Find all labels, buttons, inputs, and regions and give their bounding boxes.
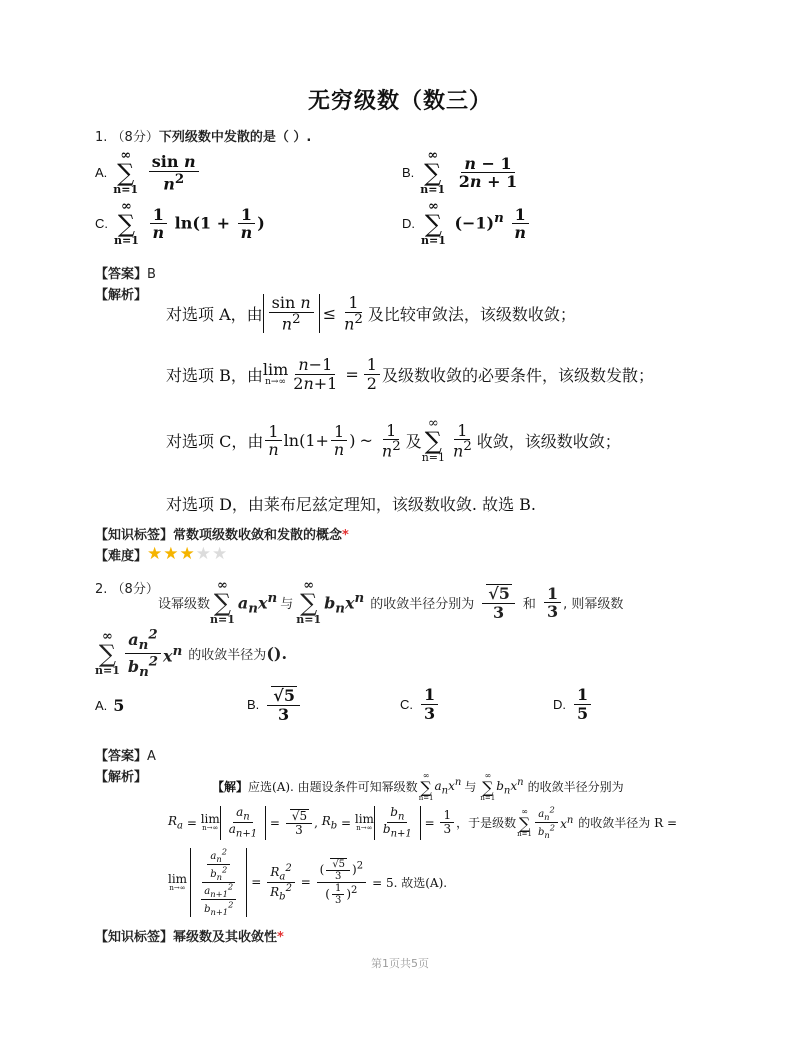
q2-option-c[interactable] [400,686,440,722]
q1-answer [95,263,156,282]
page-footer: 第1页共5页 [371,957,429,970]
star-filled-icon: ★ [147,544,164,564]
q1-option-c-formula: ∞ ∑ n=1 $\frac{1}{n}$ ln(1 + $\frac{1}{n}$ ) [114,199,265,248]
q2-knowledge-tag: 【知识标签】 [95,930,174,945]
required-asterisk: * [277,930,284,945]
q1-analysis-a-abs: $\frac{\text{sin n}}{n^2}$ [263,294,320,333]
q1-analysis-c-pre: 对选项 C，由 [166,432,264,452]
q2-option-b-value: $\frac{√5}{3}$ [267,686,300,723]
star-empty-icon: ★ [195,544,213,564]
q2-analysis-jie: 【解】 [212,780,249,795]
q2-analysis-line2-mid: ，于是级数 [456,816,517,831]
q2-option-b[interactable] [247,686,302,723]
q1-analysis-b-post: 及级数收敛的必要条件，该级数发散； [381,365,654,385]
q2-stem-3: 的收敛半径分别为 [370,597,475,613]
q2-analysis-line1-mid: 与 [464,780,477,795]
q1-option-c[interactable] [95,201,265,247]
q2-header [95,578,159,597]
q2-number: 2. [95,582,108,597]
q2-knowledge [95,926,284,945]
q2-points: （8分） [111,582,159,597]
q2-option-a-label: A. [95,698,108,713]
required-asterisk: * [342,528,349,543]
q2-stem-6: 的收敛半径为 [188,648,267,664]
q2-option-c-value: $\frac{1}{3}$ [421,686,438,722]
q2-stem-line1: 设幂级数 ∞ ∑ n=1 $a_nx^n$ 与 ∞ ∑ n=1 $b_nx^n$ 的收敛半径分别为 $\frac{√5}{3}$ 和 $\frac{1}{3}$ , 则幂级数 [158,578,624,627]
q2-analysis-line1-pre: 应选(A). 由题设条件可知幂级数 [248,780,418,795]
q2-analysis-line1: 【解】 应选(A). 由题设条件可知幂级数 ∞ ∑ n=1 $a_nx^n$ 与 ∞ ∑ n=1 $b_nx^n$ 的收敛半径分别为 [212,771,624,802]
q2-stem-4: 和 [522,597,536,613]
q2-analysis-line2-post: 的收敛半径为 R = [578,816,678,831]
q2-analysis-line3-post: = 5. 故选(A). [372,875,448,890]
q2-stem-7: (). [266,644,288,664]
q1-analysis-a-pre: 对选项 A，由 [166,304,263,324]
q1-analysis-c-post: 收敛，该级数收敛； [476,432,621,452]
q1-analysis-c-mid: 及 [405,432,422,452]
q2-option-a[interactable] [95,696,124,715]
q2-answer [95,745,156,764]
q2-option-a-value: 5 [113,696,125,715]
q2-option-d-label: D. [553,696,566,712]
q1-analysis-a-post: 及比较审敛法，该级数收敛； [367,304,576,324]
q2-analysis-line3: lim n→∞ $\frac{\frac{a_n^2}{b_n^2}}{\frac{a_{n+1}^2}{b_{n+1}^2}}$ = $\frac{R_a^2}{R_b^2}$ = ( $\frac{√5}{3}$ )$^2$ ( $\frac{1}{3}$ )$^2$ = 5. 故选(A). [168,847,448,917]
q1-analysis-d: 对选项 D，由莱布尼兹定理知，该级数收敛. 故选 B. [166,495,537,514]
q1-option-b[interactable] [402,150,522,196]
q1-analysis-b: 对选项 B，由 lim n→∞ $\frac{n-1}{2n+1}$ = $\frac{1}{2}$ 及级数收敛的必要条件，该级数发散； [166,355,654,393]
q2-knowledge-text: 幂级数及其收敛性 [173,930,278,945]
difficulty-stars [147,544,228,564]
q1-knowledge-text: 常数项级数收敛和发散的概念 [173,528,343,543]
q2-stem-line2: ∞ ∑ n=1 $\frac{a_n^2}{b_n^2}$ $x^n$ 的收敛半径为 (). [95,627,288,680]
q1-knowledge [95,524,349,543]
star-empty-icon: ★ [212,544,229,564]
q1-answer-value: B [147,267,156,282]
q1-difficulty [95,544,228,564]
q1-analysis-c: 对选项 C，由 $\frac{1}{n}$ ln(1+ $\frac{1}{n}$ ) ~ $\frac{1}{n^2}$ 及 ∞ ∑ n=1 $\frac{1}{n^2}$ 收敛，该级数收敛； [166,416,621,465]
q2-stem-5: , 则幂级数 [563,597,624,613]
page-title: 无穷级数（数三） [307,89,492,114]
q1-analysis-a: 对选项 A，由 $\frac{\text{sin n}}{n^2}$ ≤ $\frac{1}{n^2}$ 及比较审敛法，该级数收敛； [166,293,576,333]
q2-option-d[interactable] [553,686,593,722]
q2-option-c-label: C. [400,696,413,712]
q1-option-d-label: D. [402,216,415,232]
q2-answer-tag: 【答案】 [95,749,148,764]
q2-analysis-tag: 【解析】 [95,770,148,785]
star-filled-icon: ★ [163,544,180,564]
q1-answer-tag: 【答案】 [95,267,148,282]
q1-option-b-label: B. [402,165,415,181]
q1-difficulty-tag: 【难度】 [95,548,148,564]
q1-option-a-label: A. [95,165,108,181]
q2-answer-value: A [147,749,156,764]
q2-option-b-label: B. [247,697,260,713]
q2-analysis-line2: $R_a$ = lim n→∞ $\frac{a_n}{a_{n+1}}$ = $\frac{√5}{3}$ , $R_b$ = lim n→∞ $\frac{b_n}{b_{n+1}}$ = $\frac{1}{3}$ ，于是级数 ∞ ∑ n=1 $\frac{a_n^2}{b_n^2}$ $x^n$ 的收敛半径为 R = [168,805,678,840]
q1-stem-text: 下列级数中发散的是（ ）. [158,130,312,145]
q1-stem [95,126,311,145]
q1-analysis-b-pre: 对选项 B，由 [166,365,263,385]
q1-analysis-tag: 【解析】 [95,288,148,303]
q2-stem-1: 设幂级数 [158,597,211,613]
q2-option-d-value: $\frac{1}{5}$ [574,686,591,722]
q1-option-a-formula: ∞ ∑ n=1 $\frac{\text{sin n}}{n^2}$ [113,150,200,196]
q1-option-d[interactable] [402,201,531,247]
q1-points: （8分） [111,130,159,145]
q1-number: 1. [95,130,108,145]
q1-option-b-formula: ∞ ∑ n=1 $\frac{n - 1}{2n + 1}$ [420,148,518,197]
q1-option-a[interactable] [95,150,201,196]
q1-option-c-label: C. [95,216,108,232]
q2-analysis-line1-post: 的收敛半径分别为 [527,780,624,795]
q1-knowledge-tag: 【知识标签】 [95,528,174,543]
q1-option-d-formula: ∞ ∑ n=1 $(-1)^n$ $\frac{1}{n}$ [421,201,531,247]
q2-stem-2: 与 [280,597,294,613]
star-filled-icon: ★ [179,544,196,564]
